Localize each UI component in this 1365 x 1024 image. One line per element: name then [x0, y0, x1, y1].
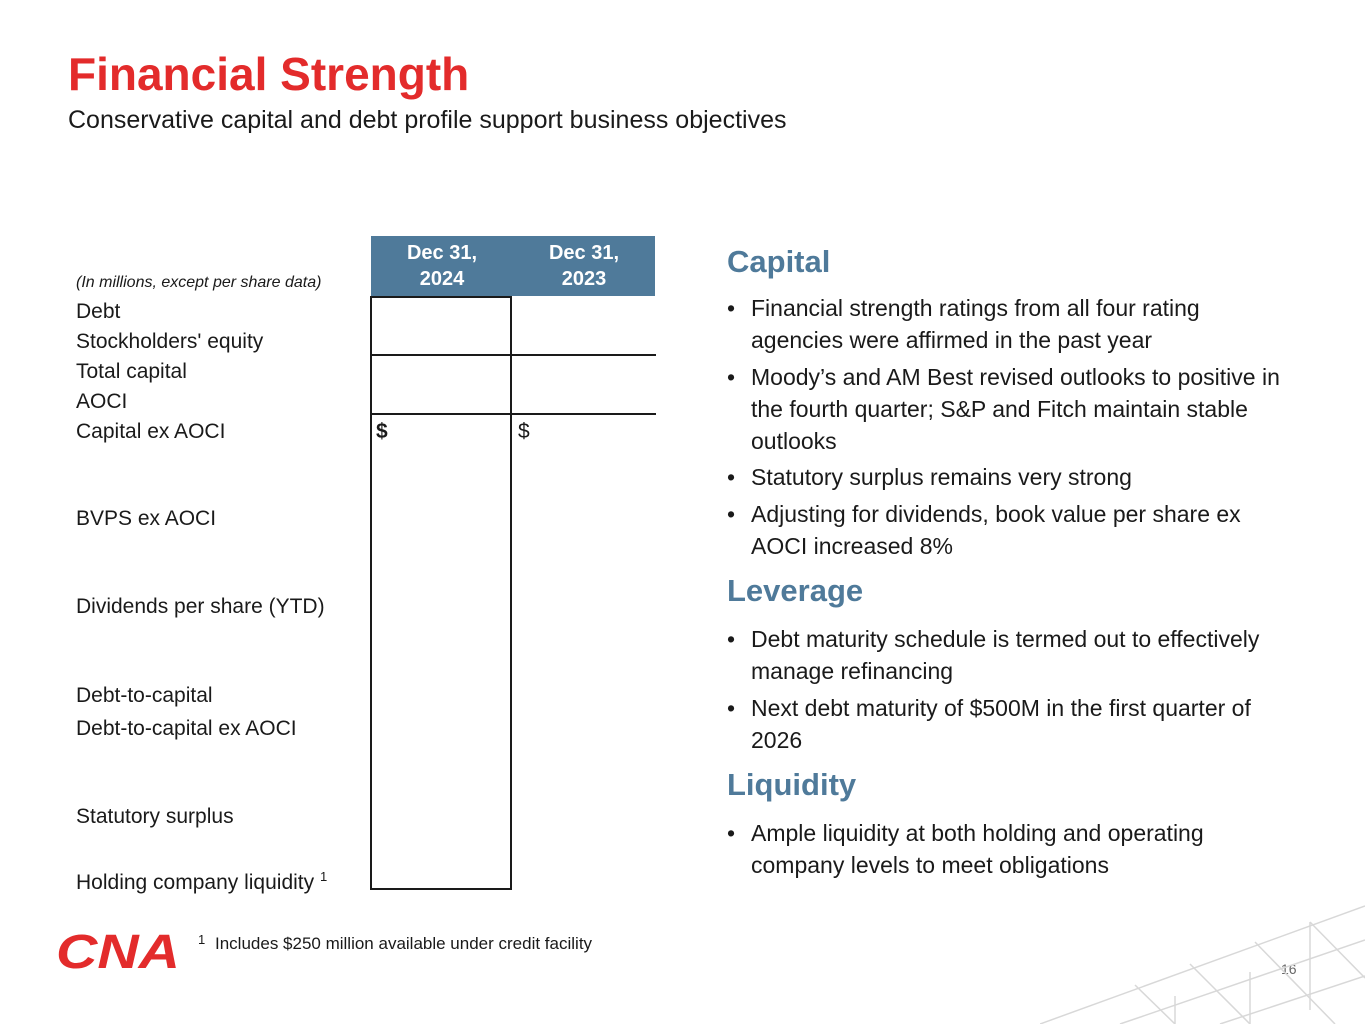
subtotal-rule — [370, 413, 656, 415]
bullet-item — [727, 461, 1287, 493]
column-header-line: Dec 31, — [548, 242, 620, 264]
row-label: Capital ex AOCI — [76, 420, 226, 443]
financial-table — [0, 0, 700, 900]
row-label: Stockholders' equity — [76, 330, 264, 353]
bullet-marker: • — [727, 626, 736, 652]
units-note: (In millions, except per share data) — [76, 274, 322, 291]
slide-title: Financial Strength — [68, 48, 470, 100]
section-heading-leverage: Leverage — [727, 573, 864, 608]
bullet-item — [727, 623, 1287, 687]
row-label: Dividends per share (YTD) — [76, 595, 325, 618]
currency-symbol: $ — [376, 420, 388, 443]
footnote-text: Includes $250 million available under credit facility — [215, 934, 593, 953]
decorative-cube-pattern — [1040, 900, 1365, 1024]
bullet-text: Financial strength ratings from all four rating agencies were affirmed in the past year — [751, 295, 1200, 353]
bullet-marker: • — [727, 464, 736, 490]
cna-logo — [54, 928, 182, 977]
row-label: AOCI — [76, 390, 128, 413]
bullet-marker: • — [727, 820, 736, 846]
column-header-line: Dec 31, — [406, 242, 478, 264]
bullet-item — [727, 498, 1287, 562]
row-label — [76, 864, 327, 896]
row-label: Debt-to-capital ex AOCI — [76, 717, 297, 740]
bullet-item — [727, 292, 1287, 356]
bullet-text: Ample liquidity at both holding and operating company levels to meet obligations — [751, 820, 1204, 878]
column-header-line: 2024 — [419, 268, 465, 290]
footnote-ref: 1 — [319, 869, 328, 884]
section-heading-liquidity: Liquidity — [727, 767, 857, 802]
bullet-text: Next debt maturity of $500M in the first quarter of 2026 — [751, 695, 1251, 753]
row-label: Statutory surplus — [76, 805, 234, 828]
row-label: Total capital — [76, 360, 187, 383]
row-label: Debt-to-capital — [76, 684, 213, 707]
bullet-marker: • — [727, 501, 736, 527]
column-header-2023 — [513, 240, 655, 292]
slide-subtitle: Conservative capital and debt profile support business objectives — [68, 106, 787, 134]
page-number: 16 — [1281, 961, 1297, 977]
column-header-2024 — [371, 240, 513, 292]
row-label: BVPS ex AOCI — [76, 507, 217, 530]
row-label: Debt — [76, 300, 121, 323]
logo-text: CNA — [56, 928, 180, 972]
bullet-marker: • — [727, 295, 736, 321]
current-year-highlight-box — [370, 296, 512, 890]
footnote-marker: 1 — [198, 932, 206, 947]
section-heading-capital: Capital — [727, 244, 831, 279]
bullet-marker: • — [727, 695, 736, 721]
cna-logo-mark — [54, 928, 182, 972]
currency-symbol: $ — [518, 420, 530, 443]
row-label-text: Holding company liquidity — [76, 871, 315, 894]
bullet-item — [727, 361, 1287, 457]
bullet-text: Adjusting for dividends, book value per share ex AOCI increased 8% — [751, 501, 1241, 559]
bullet-item — [727, 692, 1287, 756]
column-header-line: 2023 — [561, 268, 607, 290]
bullet-item — [727, 817, 1287, 881]
bullet-text: Moody’s and AM Best revised outlooks to positive in the fourth quarter; S&P and Fitch maintain stable outlooks — [751, 364, 1280, 454]
bullet-text: Debt maturity schedule is termed out to effectively manage refinancing — [751, 626, 1260, 684]
subtotal-rule — [370, 354, 656, 356]
bullet-text: Statutory surplus remains very strong — [751, 464, 1132, 490]
bullet-marker: • — [727, 364, 736, 390]
